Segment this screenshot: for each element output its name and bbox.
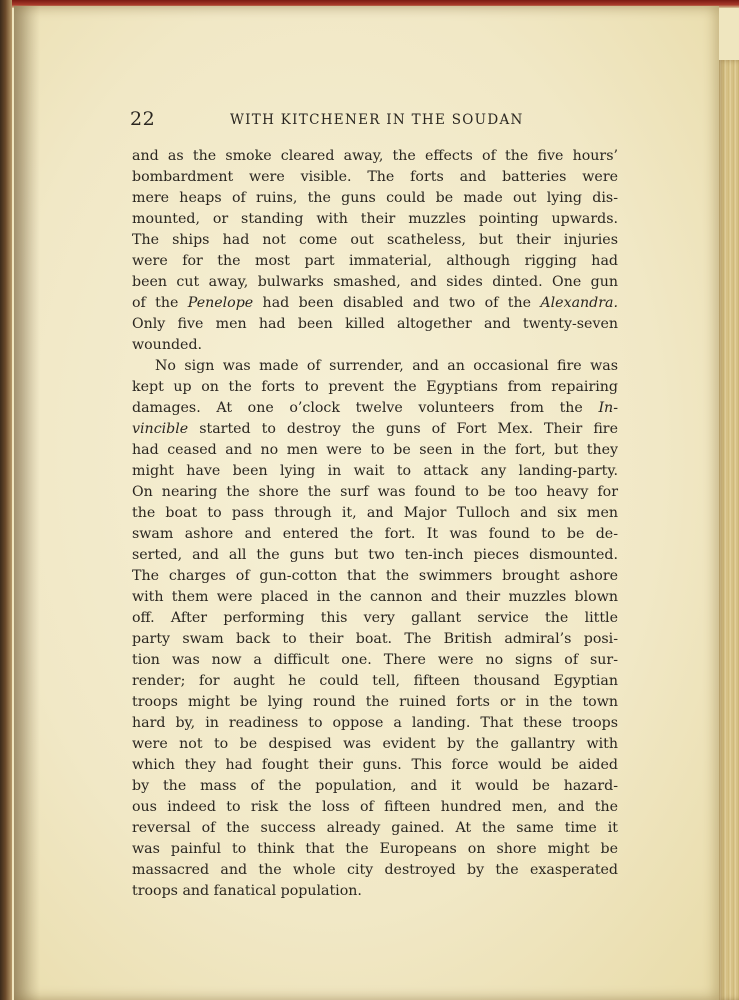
text-line xyxy=(132,860,618,881)
text-segment: might have been lying in wait to attack any landing-party. xyxy=(132,463,618,479)
text-segment: started to destroy the guns of Fort Mex. Their fire xyxy=(188,421,618,437)
text-line xyxy=(132,839,618,860)
text-segment: On nearing the shore the surf was found to be too heavy for xyxy=(132,484,618,500)
text-line xyxy=(132,188,618,209)
text-segment: hard by, in readiness to oppose a landing. That these troops xyxy=(132,715,618,731)
text-segment: and as the smoke cleared away, the effects of the five hours’ xyxy=(132,148,618,164)
text-segment: The ships had not come out scatheless, but their injuries xyxy=(132,232,618,248)
text-line xyxy=(132,797,618,818)
text-line xyxy=(132,146,618,167)
italic-text: Alexandra. xyxy=(540,295,618,311)
page-header xyxy=(130,108,530,132)
text-line xyxy=(132,356,618,377)
text-line xyxy=(132,419,618,440)
text-segment: ous indeed to risk the loss of fifteen hundred men, and the xyxy=(132,799,618,815)
text-segment: massacred and the whole city destroyed by the exasperated xyxy=(132,862,618,878)
text-segment: been cut away, bulwarks smashed, and sides dinted. One gun xyxy=(132,274,618,290)
text-segment: No sign was made of surrender, and an occasional fire was xyxy=(155,358,618,374)
text-segment: damages. At one o’clock twelve volunteers from the xyxy=(132,400,599,416)
text-line xyxy=(132,503,618,524)
text-line xyxy=(132,377,618,398)
text-segment: render; for aught he could tell, fifteen thousand Egyptian xyxy=(132,673,618,689)
gutter-shadow xyxy=(14,6,40,1000)
body-text xyxy=(132,146,618,902)
text-line xyxy=(132,755,618,776)
text-segment: serted, and all the guns but two ten-inch pieces dismounted. xyxy=(132,547,618,563)
page-number: 22 xyxy=(130,108,156,130)
text-line xyxy=(132,335,618,356)
italic-text: vincible xyxy=(132,421,189,437)
text-line xyxy=(132,587,618,608)
text-line xyxy=(132,461,618,482)
text-line xyxy=(132,440,618,461)
text-line xyxy=(132,230,618,251)
text-segment: bombardment were visible. The forts and batteries were xyxy=(132,169,618,185)
text-segment: reversal of the success already gained. At the same time it xyxy=(132,820,618,836)
text-segment: with them were placed in the cannon and their muzzles blown xyxy=(132,589,618,605)
text-line xyxy=(132,272,618,293)
text-line xyxy=(132,524,618,545)
text-line xyxy=(132,566,618,587)
text-segment: the boat to pass through it, and Major Tulloch and six men xyxy=(132,505,618,521)
text-line xyxy=(132,482,618,503)
text-segment: mounted, or standing with their muzzles pointing upwards. xyxy=(132,211,618,227)
text-segment: were not to be despised was evident by the gallantry with xyxy=(132,736,618,752)
text-segment: troops and fanatical population. xyxy=(132,883,362,899)
text-segment: kept up on the forts to prevent the Egyptians from repairing xyxy=(132,379,618,395)
text-segment: tion was now a difficult one. There were no signs of sur- xyxy=(132,652,618,668)
text-line xyxy=(132,650,618,671)
text-line xyxy=(132,545,618,566)
text-segment: off. After performing this very gallant service the little xyxy=(132,610,618,626)
text-segment: mere heaps of ruins, the guns could be made out lying dis- xyxy=(132,190,618,206)
text-segment: The charges of gun-cotton that the swimmers brought ashore xyxy=(132,568,618,584)
text-segment: by the mass of the population, and it would be hazard- xyxy=(132,778,618,794)
text-line xyxy=(132,167,618,188)
page-edges xyxy=(717,60,739,1000)
text-line xyxy=(132,314,618,335)
text-segment: Only five men had been killed altogether and twenty-seven xyxy=(132,316,618,332)
text-segment: of the xyxy=(132,295,188,311)
text-line xyxy=(132,608,618,629)
italic-text: In- xyxy=(598,400,618,416)
text-line xyxy=(132,398,618,419)
italic-text: Penelope xyxy=(187,295,254,311)
text-line xyxy=(132,293,618,314)
text-line xyxy=(132,776,618,797)
text-line xyxy=(132,734,618,755)
text-segment: had ceased and no men were to be seen in the fort, but they xyxy=(132,442,618,458)
text-segment: was painful to think that the Europeans on shore might be xyxy=(132,841,618,857)
text-line xyxy=(132,692,618,713)
text-line xyxy=(132,713,618,734)
text-segment: were for the most part immaterial, although rigging had xyxy=(132,253,618,269)
text-segment: party swam back to their boat. The British admiral’s posi- xyxy=(132,631,618,647)
text-line xyxy=(132,209,618,230)
text-segment: swam ashore and entered the fort. It was found to be de- xyxy=(132,526,618,542)
text-line xyxy=(132,818,618,839)
text-line xyxy=(132,629,618,650)
text-line xyxy=(132,671,618,692)
text-segment: troops might be lying round the ruined forts or in the town xyxy=(132,694,618,710)
text-segment: had been disabled and two of the xyxy=(253,295,541,311)
running-head: WITH KITCHENER IN THE SOUDAN xyxy=(230,112,524,128)
text-line xyxy=(132,251,618,272)
text-segment: wounded. xyxy=(132,337,203,353)
book-binding xyxy=(0,0,12,1000)
text-line xyxy=(132,881,618,902)
text-segment: which they had fought their guns. This force would be aided xyxy=(132,757,618,773)
